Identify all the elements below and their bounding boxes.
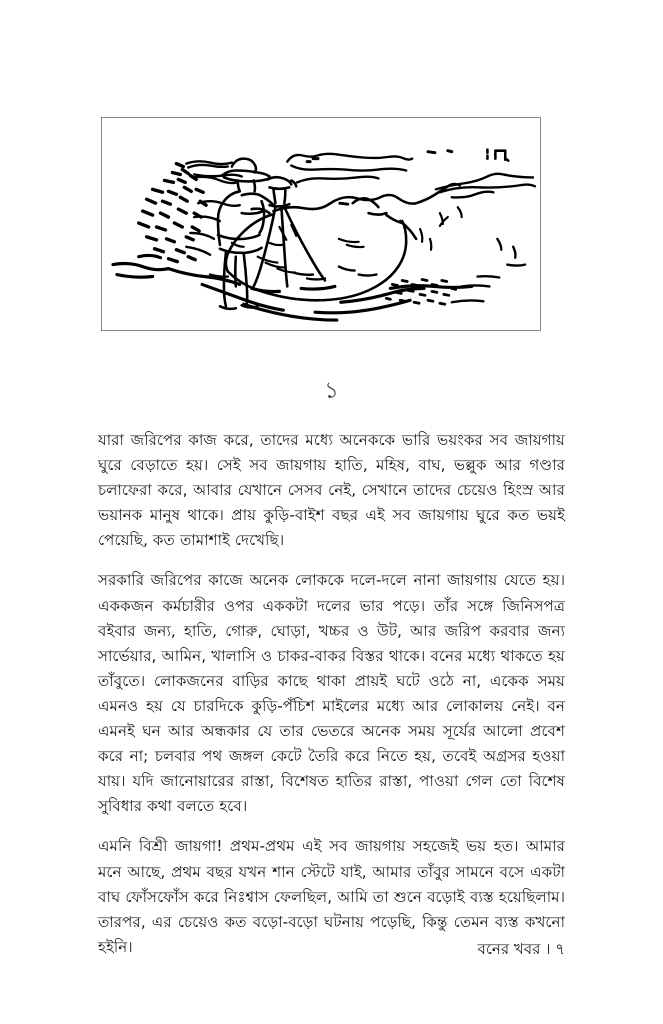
chapter-number: ১ <box>324 378 339 404</box>
paragraph-3: এমনি বিশ্রী জায়গা! প্রথম-প্রথম এই সব জায়গায় সহজেই ভয় হত। আমার মনে আছে, প্রথম বছর যখন শান স্টেটে যাই, আমার তাঁবুর সামনে বসে একটা বাঘ ফোঁসফোঁস করে নিঃশ্বাস ফেলছিল, আমি তা শুনে বড়োই ব্যস্ত হয়েছিলাম। তারপর, এর চেয়েও কত বড়ো-বড়ো ঘটনায় পড়েছি, কিন্তু তেমন ব্যস্ত কখনো হইনি। <box>98 837 565 956</box>
paragraph-1: যারা জরিপের কাজ করে, তাদের মধ্যে অনেককে ভারি ভয়ংকর সব জায়গায় ঘুরে বেড়াতে হয়। সেই সব জায়গায় হাতি, মহিষ, বাঘ, ভল্লুক আর গণ্ডার চলাফেরা করে, আবার যেখানে সেসব নেই, সেখানে তাদের চেয়েও হিংস্র আর ভয়ানক মানুষ থাকে। প্রায় কুড়ি-বাইশ বছর এই সব জায়গায় ঘুরে কত ভয়ই পেয়েছি, কত তামাশাই দেখেছি। <box>98 431 565 550</box>
paragraph-2: সরকারি জরিপের কাজে অনেক লোককে দলে-দলে নানা জায়গায় যেতে হয়। এককজন কর্মচারীর ওপর এককটা দলের ভার পড়ে। তাঁর সঙ্গে জিনিসপত্র বইবার জন্য, হাতি, গোরু, ঘোড়া, খচ্চর ও উট, আর জরিপ করবার জন্য সার্ভেয়ার, আমিন, খালাসি ও চাকর-বাকর বিস্তর থাকে। বনের মধ্যে থাকতে হয় তাঁবুতে। লোকজনের বাড়ির কাছে থাকা প্রায়ই ঘটে ওঠে না, একেক সময় এমনও হয় যে চারদিকে কুড়ি-পঁচিশ মাইলের মধ্যে আর লোকালয় নেই। বন এমনই ঘন আর অন্ধকার যে তার ভেতরে অনেক সময় সূর্যের আলো প্রবেশ করে না; চলবার পথ জঙ্গল কেটে তৈরি করে নিতে হয়, তবেই অগ্রসর হওয়া যায়। যদি জানোয়ারের রাস্তা, বিশেষত হাতির রাস্তা, পাওয়া গেল তো বিশেষ সুবিধার কথা বলতে হবে। <box>98 571 565 816</box>
surveyor-landscape-drawing <box>102 118 540 330</box>
body-text-column <box>98 428 565 960</box>
page-footer: বনের খবর । ৭ <box>477 940 565 958</box>
chapter-illustration <box>101 117 541 331</box>
